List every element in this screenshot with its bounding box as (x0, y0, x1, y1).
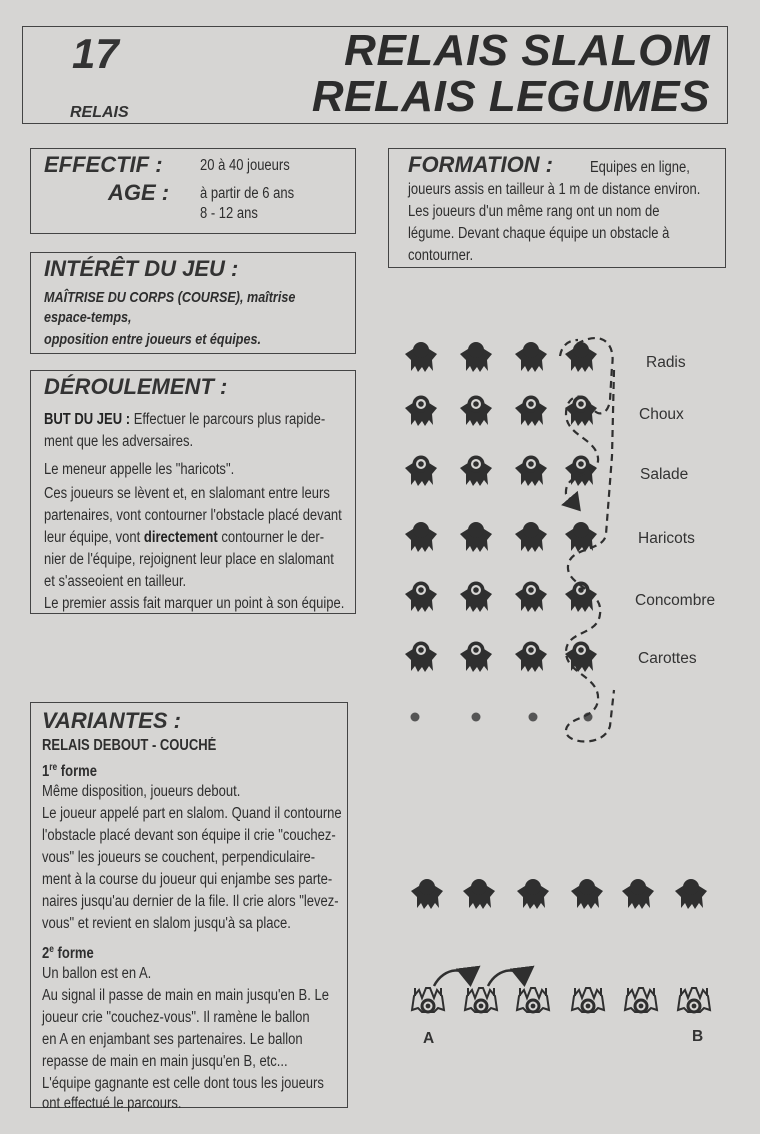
player-r5-c2 (515, 642, 547, 673)
forme1-line-4: ment à la course du joueur qui enjambe ses parte- (42, 871, 333, 888)
formation-line-2: Les joueurs d'un même rang ont un nom de (408, 203, 660, 220)
derou-line-5: Le premier assis fait marquer un point à son équipe. (44, 595, 345, 612)
forme2-title: 2e forme (42, 944, 94, 963)
forme2-line-5: L'équipe gagnante est celle dont tous les joueurs (42, 1075, 324, 1092)
standing-player-3 (571, 879, 603, 909)
standing-player-4 (622, 879, 654, 909)
player-grid (405, 342, 710, 1014)
standing-player-0 (411, 879, 443, 909)
game-number: 17 (72, 30, 119, 77)
forme1-line-0: Même disposition, joueurs debout. (42, 783, 241, 800)
formation-line-1: joueurs assis en tailleur à 1 m de distance environ. (408, 181, 701, 198)
forme1-line-2: l'obstacle placé devant son équipe il crie "couchez- (42, 827, 336, 844)
game-category: RELAIS (70, 104, 129, 121)
lying-player-0 (412, 988, 444, 1014)
player-r4-c2 (515, 582, 547, 613)
variantes-subtitle: RELAIS DEBOUT - COUCHÉ (42, 737, 217, 754)
forme1-title: 1re forme (42, 762, 97, 781)
variantes-label: VARIANTES : (42, 708, 181, 733)
interet-line-2: opposition entre joueurs et équipes. (44, 331, 262, 348)
player-r5-c3 (565, 642, 597, 673)
title-line-1: RELAIS SLALOM (344, 26, 710, 75)
interet-line-1: espace-temps, (44, 309, 132, 326)
row-label-radis: Radis (646, 354, 686, 371)
row-label-haricots: Haricots (638, 530, 695, 547)
age-value-2: 8 - 12 ans (200, 205, 258, 222)
forme2-line-3: en A en enjambant ses partenaires. Le ballon (42, 1031, 303, 1048)
player-r0-c0 (405, 342, 437, 372)
player-r1-c1 (460, 396, 492, 427)
player-r1-c0 (405, 396, 437, 427)
player-r3-c0 (405, 522, 437, 552)
derou-line-3: nier de l'équipe, rejoignent leur place en slalomant (44, 551, 334, 568)
player-r0-c1 (460, 342, 492, 372)
player-r2-c2 (515, 456, 547, 487)
forme2-line-2: joueur crie "couchez-vous". Il ramène le ballon (42, 1009, 310, 1026)
forme1-line-6: vous" et revient en slalom jusqu'à sa place. (42, 915, 291, 932)
but-line-2: ment que les adversaires. (44, 433, 194, 450)
formation-line-3: légume. Devant chaque équipe un obstacle à (408, 225, 670, 242)
forme1-line-5: naires jusqu'au dernier de la file. Il crie alors "levez- (42, 893, 339, 910)
pass-arrow-1 (434, 970, 470, 986)
forme2-line-6: ont effectué le parcours. (42, 1095, 182, 1112)
lying-player-5 (678, 988, 710, 1014)
lying-player-3 (572, 988, 604, 1014)
lying-player-1 (465, 988, 497, 1014)
interet-line-0: MAÎTRISE DU CORPS (COURSE), maîtrise (44, 289, 296, 306)
return-path (566, 370, 614, 742)
but-label: BUT DU JEU : (44, 411, 131, 428)
deroulement-label: DÉROULEMENT : (44, 374, 228, 399)
derou-line-1: Ces joueurs se lèvent et, en slalomant entre leurs (44, 485, 330, 502)
forme1-line-3: vous" les joueurs se couchent, perpendiculaire- (42, 849, 316, 866)
player-r0-c2 (515, 342, 547, 372)
derou-line-0: Le meneur appelle les "haricots". (44, 461, 235, 478)
derou-line-b: leur équipe, vont directement contourner le der- (44, 529, 325, 546)
standing-player-5 (675, 879, 707, 909)
age-value-1: à partir de 6 ans (200, 185, 295, 202)
player-r0-c3 (565, 342, 597, 372)
forme1-line-1: Le joueur appelé part en slalom. Quand il contourne (42, 805, 342, 822)
obstacle-0 (411, 713, 420, 722)
formation-label: FORMATION : (408, 152, 554, 177)
player-r3-c2 (515, 522, 547, 552)
ball-label-b: B (692, 1028, 704, 1045)
standing-player-1 (463, 879, 495, 909)
forme2-line-4: repasse de main en main jusqu'en B, etc... (42, 1053, 288, 1070)
lying-player-4 (625, 988, 657, 1014)
standing-player-2 (517, 879, 549, 909)
but-text-1: Effectuer le parcours plus rapide- (130, 411, 326, 428)
derou-line-2: partenaires, vont contourner l'obstacle placé devant (44, 507, 342, 524)
row-label-carottes: Carottes (638, 650, 697, 667)
row-label-salade: Salade (640, 466, 689, 483)
effectif-label: EFFECTIF : (44, 152, 163, 177)
lying-player-2 (517, 988, 549, 1014)
player-r5-c1 (460, 642, 492, 673)
formation-line-4: contourner. (408, 247, 474, 264)
effectif-value: 20 à 40 joueurs (200, 157, 290, 174)
player-r4-c0 (405, 582, 437, 613)
player-r1-c2 (515, 396, 547, 427)
formation-line-0: Equipes en ligne, (590, 159, 690, 176)
player-r5-c0 (405, 642, 437, 673)
derou-line-4: et s'asseoient en tailleur. (44, 573, 187, 590)
player-r2-c1 (460, 456, 492, 487)
age-label: AGE : (108, 180, 170, 205)
interet-label: INTÉRÊT DU JEU : (44, 256, 239, 281)
pass-arrow-2 (488, 970, 524, 986)
forme2-line-1: Au signal il passe de main en main jusqu'en B. Le (42, 987, 329, 1004)
row-label-concombre: Concombre (635, 592, 716, 609)
title-line-2: RELAIS LEGUMES (311, 72, 710, 121)
player-r2-c0 (405, 456, 437, 487)
forme2-line-0: Un ballon est en A. (42, 965, 152, 982)
obstacle-2 (529, 713, 538, 722)
obstacle-1 (472, 713, 481, 722)
player-r3-c1 (460, 522, 492, 552)
ball-label-a: A (423, 1030, 435, 1047)
row-label-choux: Choux (639, 406, 684, 423)
player-r4-c1 (460, 582, 492, 613)
